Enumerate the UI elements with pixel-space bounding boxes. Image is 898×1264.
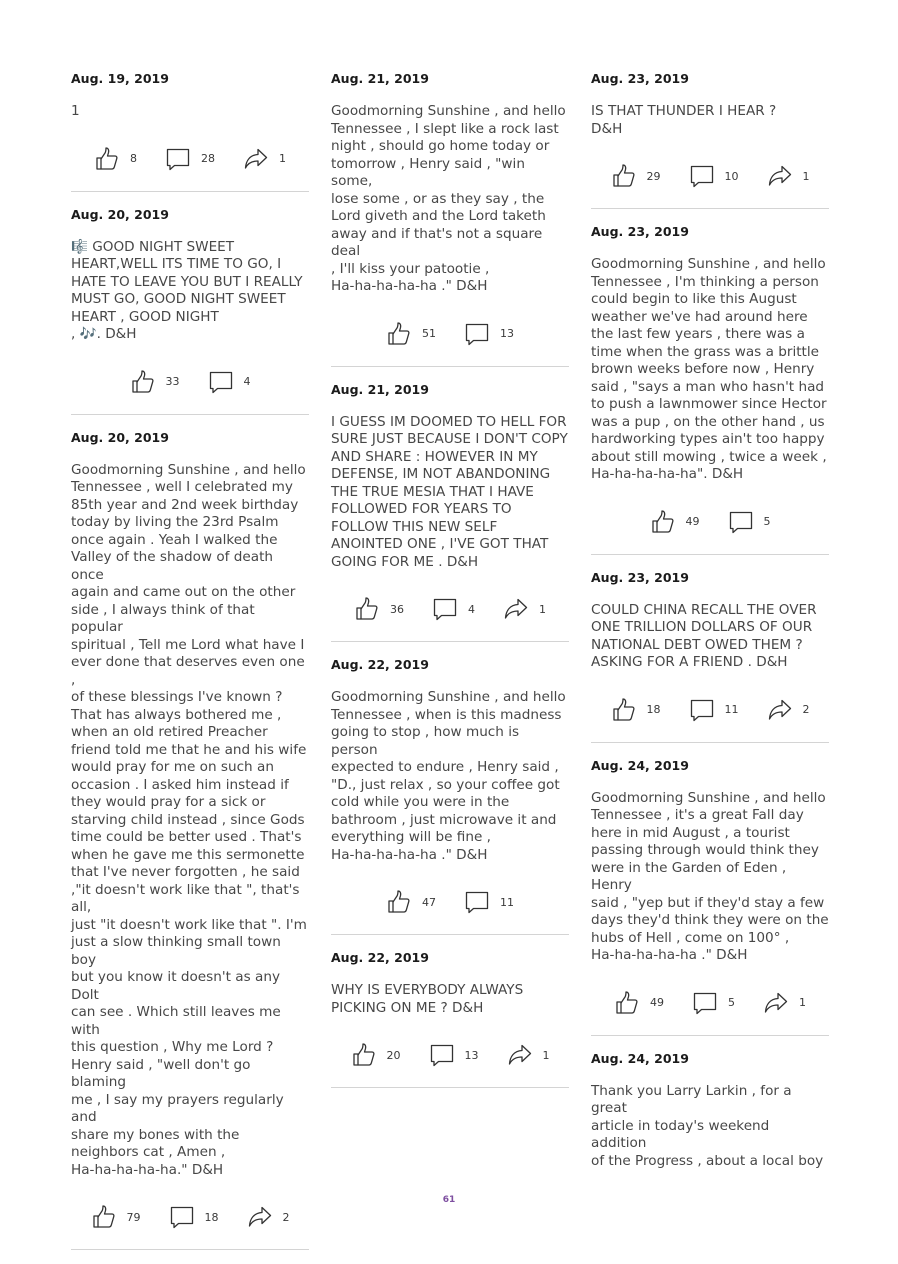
thumbs-up-icon[interactable] [91,1204,117,1230]
comment-stat[interactable] [728,509,771,535]
comment-stat[interactable] [165,146,215,172]
like-stat[interactable] [354,596,404,622]
thumbs-up-icon[interactable] [611,163,637,189]
thumbs-up-icon[interactable] [94,146,120,172]
post [591,70,829,209]
comment-count: 11 [500,895,514,909]
comment-count: 4 [468,602,475,616]
share-stat[interactable] [767,697,810,723]
thumbs-up-icon[interactable] [386,889,412,915]
reaction-bar [591,158,829,194]
share-arrow-icon[interactable] [507,1042,533,1068]
post-text: 🎼 GOOD NIGHT SWEET HEART,WELL ITS TIME TO GO, I HATE TO LEAVE YOU BUT I REALLY MUST GO, GOOD NIGHT SWEET HEART , GOOD NIGHT , 🎶. D&H [71,238,303,342]
post [591,223,829,555]
post-date: Aug. 20, 2019 [71,429,169,445]
share-stat[interactable] [243,146,286,172]
share-stat[interactable] [247,1204,290,1230]
like-stat[interactable] [614,990,664,1016]
post [331,656,569,935]
like-stat[interactable] [611,163,661,189]
comment-count: 11 [724,703,739,716]
like-stat[interactable] [351,1042,401,1068]
like-stat[interactable] [386,889,436,915]
comment-stat[interactable] [464,889,514,915]
comment-bubble-icon[interactable] [432,596,458,622]
reaction-bar [591,985,829,1021]
like-stat[interactable] [94,146,137,172]
comment-stat[interactable] [169,1204,219,1230]
post [331,70,569,367]
comment-bubble-icon[interactable] [429,1042,455,1068]
post [71,206,309,415]
thumbs-up-icon[interactable] [614,990,640,1016]
share-stat[interactable] [503,596,546,622]
post-date: Aug. 19, 2019 [71,71,169,86]
share-arrow-icon[interactable] [503,596,529,622]
like-count: 20 [386,1048,401,1062]
post [591,569,829,743]
post-date: Aug. 23, 2019 [591,224,689,239]
post-text: 1 [71,103,80,119]
reaction-bar [71,364,309,400]
post [331,381,569,643]
post-date: Aug. 21, 2019 [331,381,429,397]
thumbs-up-icon[interactable] [611,697,637,723]
post-text: Thank you Larry Larkin , for a great article in today's weekend addition of the Progress , about a local boy [591,1082,824,1169]
comment-stat[interactable] [208,369,251,395]
post-text: Goodmorning Sunshine , and hello Tennessee , I slept like a rock last night , should go home today or tomorrow , Henry said , "win some, lose some , or as they say , the Lord giveth and the Lord taketh away and if that's not a square deal , I'll kiss your patootie , Ha-ha-ha-ha-ha ." D&H [331,103,566,294]
thumbs-up-icon[interactable] [354,596,380,622]
post-date: Aug. 20, 2019 [71,206,169,222]
comment-count: 13 [464,1048,479,1062]
thumbs-up-icon[interactable] [386,321,412,347]
post-text: Goodmorning Sunshine , and hello Tennessee , it's a great Fall day here in mid August , a tourist passing through would think they were in the Garden of Eden , Henry said , "yep but if they'd stay a few days they'd think they were on the hubs of Hell , come on 100° , Ha-ha-ha-ha-ha ." D&H [591,789,829,963]
post-text: COULD CHINA RECALL THE OVER ONE TRILLION DOLLARS OF OUR NATIONAL DEBT OWED THEM ? ASKING FOR A FRIEND . D&H [591,601,817,670]
comment-bubble-icon[interactable] [692,990,718,1016]
reaction-bar [331,1037,569,1073]
like-stat[interactable] [611,697,661,723]
post-text: IS THAT THUNDER I HEAR ? D&H [591,103,777,137]
post-text: I GUESS IM DOOMED TO HELL FOR SURE JUST BECAUSE I DON'T COPY AND SHARE : HOWEVER IN MY DEFENSE, IM NOT ABANDONING THE TRUE MESIA THAT I HAVE FOLLOWED FOR YEARS TO FOLLOW THIS NEW SELF ANOINTED ONE , I'VE GOT THAT GOING FOR ME . D&H [331,413,568,570]
reaction-bar [331,316,569,352]
share-arrow-icon[interactable] [763,990,789,1016]
comment-stat[interactable] [432,596,475,622]
like-count: 49 [685,515,700,528]
share-count: 1 [279,152,286,165]
post-date: Aug. 21, 2019 [331,71,429,86]
post-date: Aug. 22, 2019 [331,657,429,672]
column-2 [331,70,569,1102]
post-text: Goodmorning Sunshine , and hello Tennessee , well I celebrated my 85th year and 2nd week birthday today by living the 23rd Psalm once again . Yeah I walked the Valley of the shadow of death once again and came out on the other side , I always think of that popular spiritual , Tell me Lord what have I ever done that deserves even one , of these blessings I've known ? That has always bothered me , when an old retired Preacher friend told me that he and his wife would pray for me on such an occasion . I asked him instead if they would pray for a sick or starving child instead , since Gods time could be better used . That's when he gave me this sermonette that I've never forgotten , he said ,"it doesn't work like that ", that's all, just "it doesn't work like that ". I'm just a slow thinking small town boy but you know it doesn't as any Dolt can see . Which still leaves me with this question , Why me Lord ? Henry said , "well don't go blaming me , I say my prayers regularly and share my bones with the neighbors cat , Amen , Ha-ha-ha-ha-ha." D&H [71,461,307,1178]
comment-stat[interactable] [692,990,735,1016]
share-count: 2 [282,1210,290,1224]
post [591,757,829,1036]
thumbs-up-icon[interactable] [130,369,156,395]
comment-bubble-icon[interactable] [689,163,715,189]
comment-bubble-icon[interactable] [165,146,191,172]
like-count: 47 [422,895,436,909]
reaction-bar [331,884,569,920]
comment-count: 28 [201,152,215,165]
like-count: 29 [646,169,661,183]
post [591,1050,829,1171]
column-3 [591,70,829,1184]
share-count: 2 [802,703,810,716]
share-arrow-icon[interactable] [767,697,793,723]
share-count: 1 [539,602,546,616]
share-count: 1 [799,996,806,1009]
post [71,429,309,1251]
share-arrow-icon[interactable] [247,1204,273,1230]
post-text: Goodmorning Sunshine , and hello Tennessee , I'm thinking a person could begin to like this August weather we've had around here the last few years , there was a time when the grass was a brittle brown weeks before now , Henry said , "says a man who hasn't had to push a lawnmower since Hector was a pup , on the other hand , us hardworking types ain't too happy about still mowing , twice a week , Ha-ha-ha-ha-ha". D&H [591,256,827,482]
comment-stat[interactable] [429,1042,479,1068]
like-count: 8 [130,152,137,165]
share-stat[interactable] [763,990,806,1016]
reaction-bar [71,141,309,177]
share-stat[interactable] [507,1042,550,1068]
like-count: 33 [165,375,180,388]
comment-count: 13 [500,327,514,340]
reaction-bar [331,591,569,627]
like-count: 79 [126,1210,141,1224]
like-stat[interactable] [130,369,180,395]
post-date: Aug. 22, 2019 [331,950,429,965]
share-count: 1 [802,169,810,183]
post [331,949,569,1088]
like-count: 51 [422,327,436,340]
comment-count: 18 [204,1210,219,1224]
post-date: Aug. 24, 2019 [591,1050,689,1066]
post-date: Aug. 24, 2019 [591,757,689,773]
post-date: Aug. 23, 2019 [591,569,689,585]
comment-bubble-icon[interactable] [464,321,490,347]
comment-count: 4 [243,375,251,388]
like-count: 18 [646,703,661,716]
comment-count: 5 [763,515,771,528]
like-stat[interactable] [91,1204,141,1230]
comment-stat[interactable] [464,321,514,347]
like-count: 49 [650,996,664,1009]
thumbs-up-icon[interactable] [650,509,676,535]
comment-stat[interactable] [689,697,739,723]
post-text: WHY IS EVERYBODY ALWAYS PICKING ON ME ? D&H [331,982,524,1016]
share-arrow-icon[interactable] [767,163,793,189]
like-count: 36 [390,602,404,616]
share-count: 1 [542,1048,550,1062]
comment-bubble-icon[interactable] [169,1204,195,1230]
column-1 [71,70,309,1264]
comment-count: 10 [724,169,739,183]
comment-bubble-icon[interactable] [689,697,715,723]
share-arrow-icon[interactable] [243,146,269,172]
post [71,70,309,192]
post-text: Goodmorning Sunshine , and hello Tennessee , when is this madness going to stop , how much is person expected to endure , Henry said , "D., just relax , so your coffee got cold while you were in the bathroom , just microwave it and everything will be fine , Ha-ha-ha-ha-ha ." D&H [331,689,566,863]
comment-bubble-icon[interactable] [208,369,234,395]
comment-count: 5 [728,996,735,1009]
post-date: Aug. 23, 2019 [591,71,689,86]
thumbs-up-icon[interactable] [351,1042,377,1068]
like-stat[interactable] [650,509,700,535]
comment-stat[interactable] [689,163,739,189]
comment-bubble-icon[interactable] [728,509,754,535]
reaction-bar [591,692,829,728]
page-number: 61 [442,1195,456,1205]
comment-bubble-icon[interactable] [464,889,490,915]
reaction-bar [591,504,829,540]
share-stat[interactable] [767,163,810,189]
like-stat[interactable] [386,321,436,347]
